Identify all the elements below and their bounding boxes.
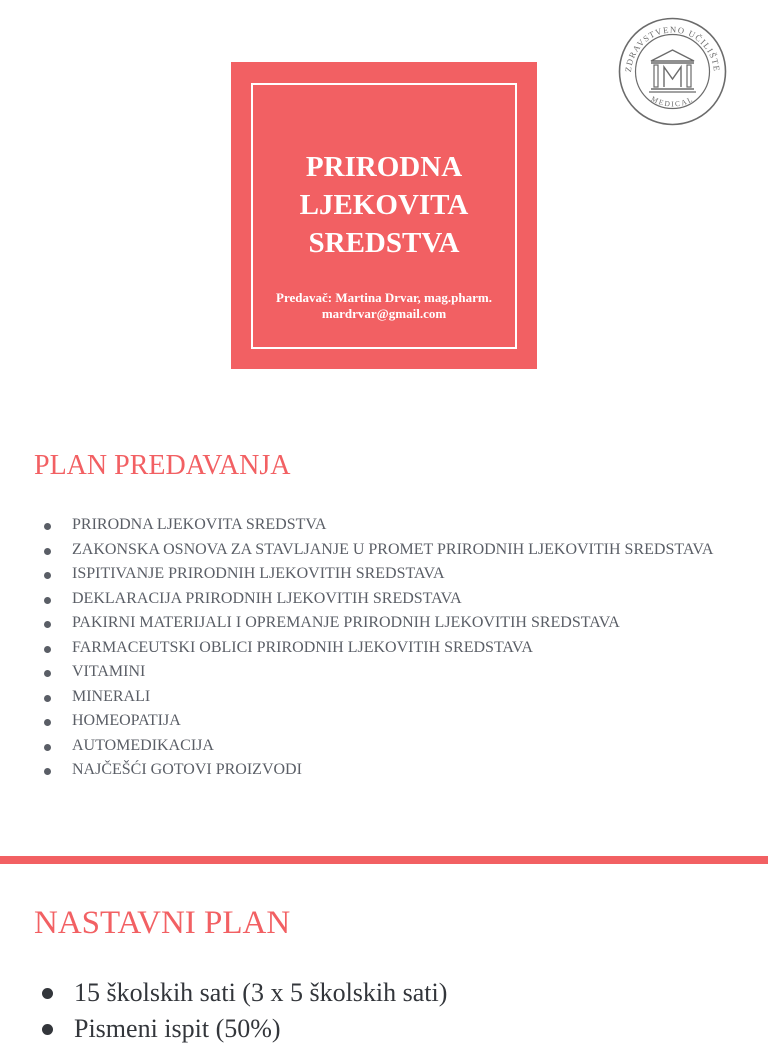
bullet-icon: [42, 1024, 53, 1035]
presentation-title: [231, 148, 537, 262]
nastavni-plan-heading: NASTAVNI PLAN: [34, 905, 291, 941]
title-card: [231, 62, 537, 369]
list-item-text: AUTOMEDIKACIJA: [72, 736, 214, 754]
bullet-icon: [44, 523, 51, 530]
list-item: [40, 758, 740, 783]
list-item: [40, 660, 740, 685]
list-item-text: FARMACEUTSKI OBLICI PRIRODNIH LJEKOVITIH SREDSTAVA: [72, 638, 533, 656]
bullet-icon: [44, 646, 51, 653]
list-item-text: PRIRODNA LJEKOVITA SREDSTVA: [72, 516, 327, 533]
bullet-icon: [44, 744, 51, 751]
list-item-text: NAJČEŠĆI GOTOVI PROIZVODI: [72, 761, 302, 778]
bullet-icon: [42, 988, 53, 999]
title-line: SREDSTVA: [308, 227, 460, 259]
presenter-info: [231, 290, 537, 322]
list-item: [40, 685, 740, 710]
bullet-icon: [44, 572, 51, 579]
list-item-text: HOMEOPATIJA: [72, 712, 181, 729]
list-item: [40, 562, 740, 587]
bullet-icon: [44, 597, 51, 604]
svg-text:MEDICAL: MEDICAL: [649, 94, 696, 109]
presenter-email: mardrvar@gmail.com: [321, 306, 447, 321]
bullet-icon: [44, 548, 51, 555]
list-item: [40, 636, 740, 661]
bullet-icon: [44, 621, 51, 628]
list-item: [40, 611, 740, 636]
plan-list: [40, 513, 740, 783]
list-item: [40, 587, 740, 612]
bullet-icon: [44, 670, 51, 677]
bullet-icon: [44, 768, 51, 775]
list-item-text: PAKIRNI MATERIJALI I OPREMANJE PRIRODNIH LJEKOVITIH SREDSTAVA: [72, 614, 620, 631]
list-item-text: DEKLARACIJA PRIRODNIH LJEKOVITIH SREDSTAVA: [72, 589, 462, 607]
plan-heading: PLAN PREDAVANJA: [34, 450, 291, 481]
nastavni-plan-list: [40, 975, 740, 1047]
list-item-text: 15 školskih sati (3 x 5 školskih sati): [74, 978, 448, 1007]
list-item-text: Pismeni ispit (50%): [74, 1014, 281, 1043]
presenter-name: Predavač: Martina Drvar, mag.pharm.: [276, 290, 492, 305]
list-item: [40, 709, 740, 734]
bullet-icon: [44, 695, 51, 702]
bullet-icon: [44, 719, 51, 726]
list-item-text: MINERALI: [72, 687, 151, 705]
title-line: LJEKOVITA: [299, 189, 469, 221]
school-seal-logo: [617, 16, 728, 127]
list-item: [40, 513, 740, 538]
slide-divider: [0, 856, 768, 864]
svg-text:ZDRAVSTVENO UČILIŠTE: ZDRAVSTVENO UČILIŠTE: [622, 24, 723, 73]
list-item-text: VITAMINI: [72, 663, 146, 680]
list-item: [40, 734, 740, 759]
list-item-text: ISPITIVANJE PRIRODNIH LJEKOVITIH SREDSTAVA: [72, 565, 445, 582]
list-item: [40, 1011, 740, 1047]
list-item-text: ZAKONSKA OSNOVA ZA STAVLJANJE U PROMET PRIRODNIH LJEKOVITIH SREDSTAVA: [72, 540, 714, 558]
title-line: PRIRODNA: [305, 151, 463, 183]
list-item: [40, 975, 740, 1011]
list-item: [40, 538, 740, 563]
